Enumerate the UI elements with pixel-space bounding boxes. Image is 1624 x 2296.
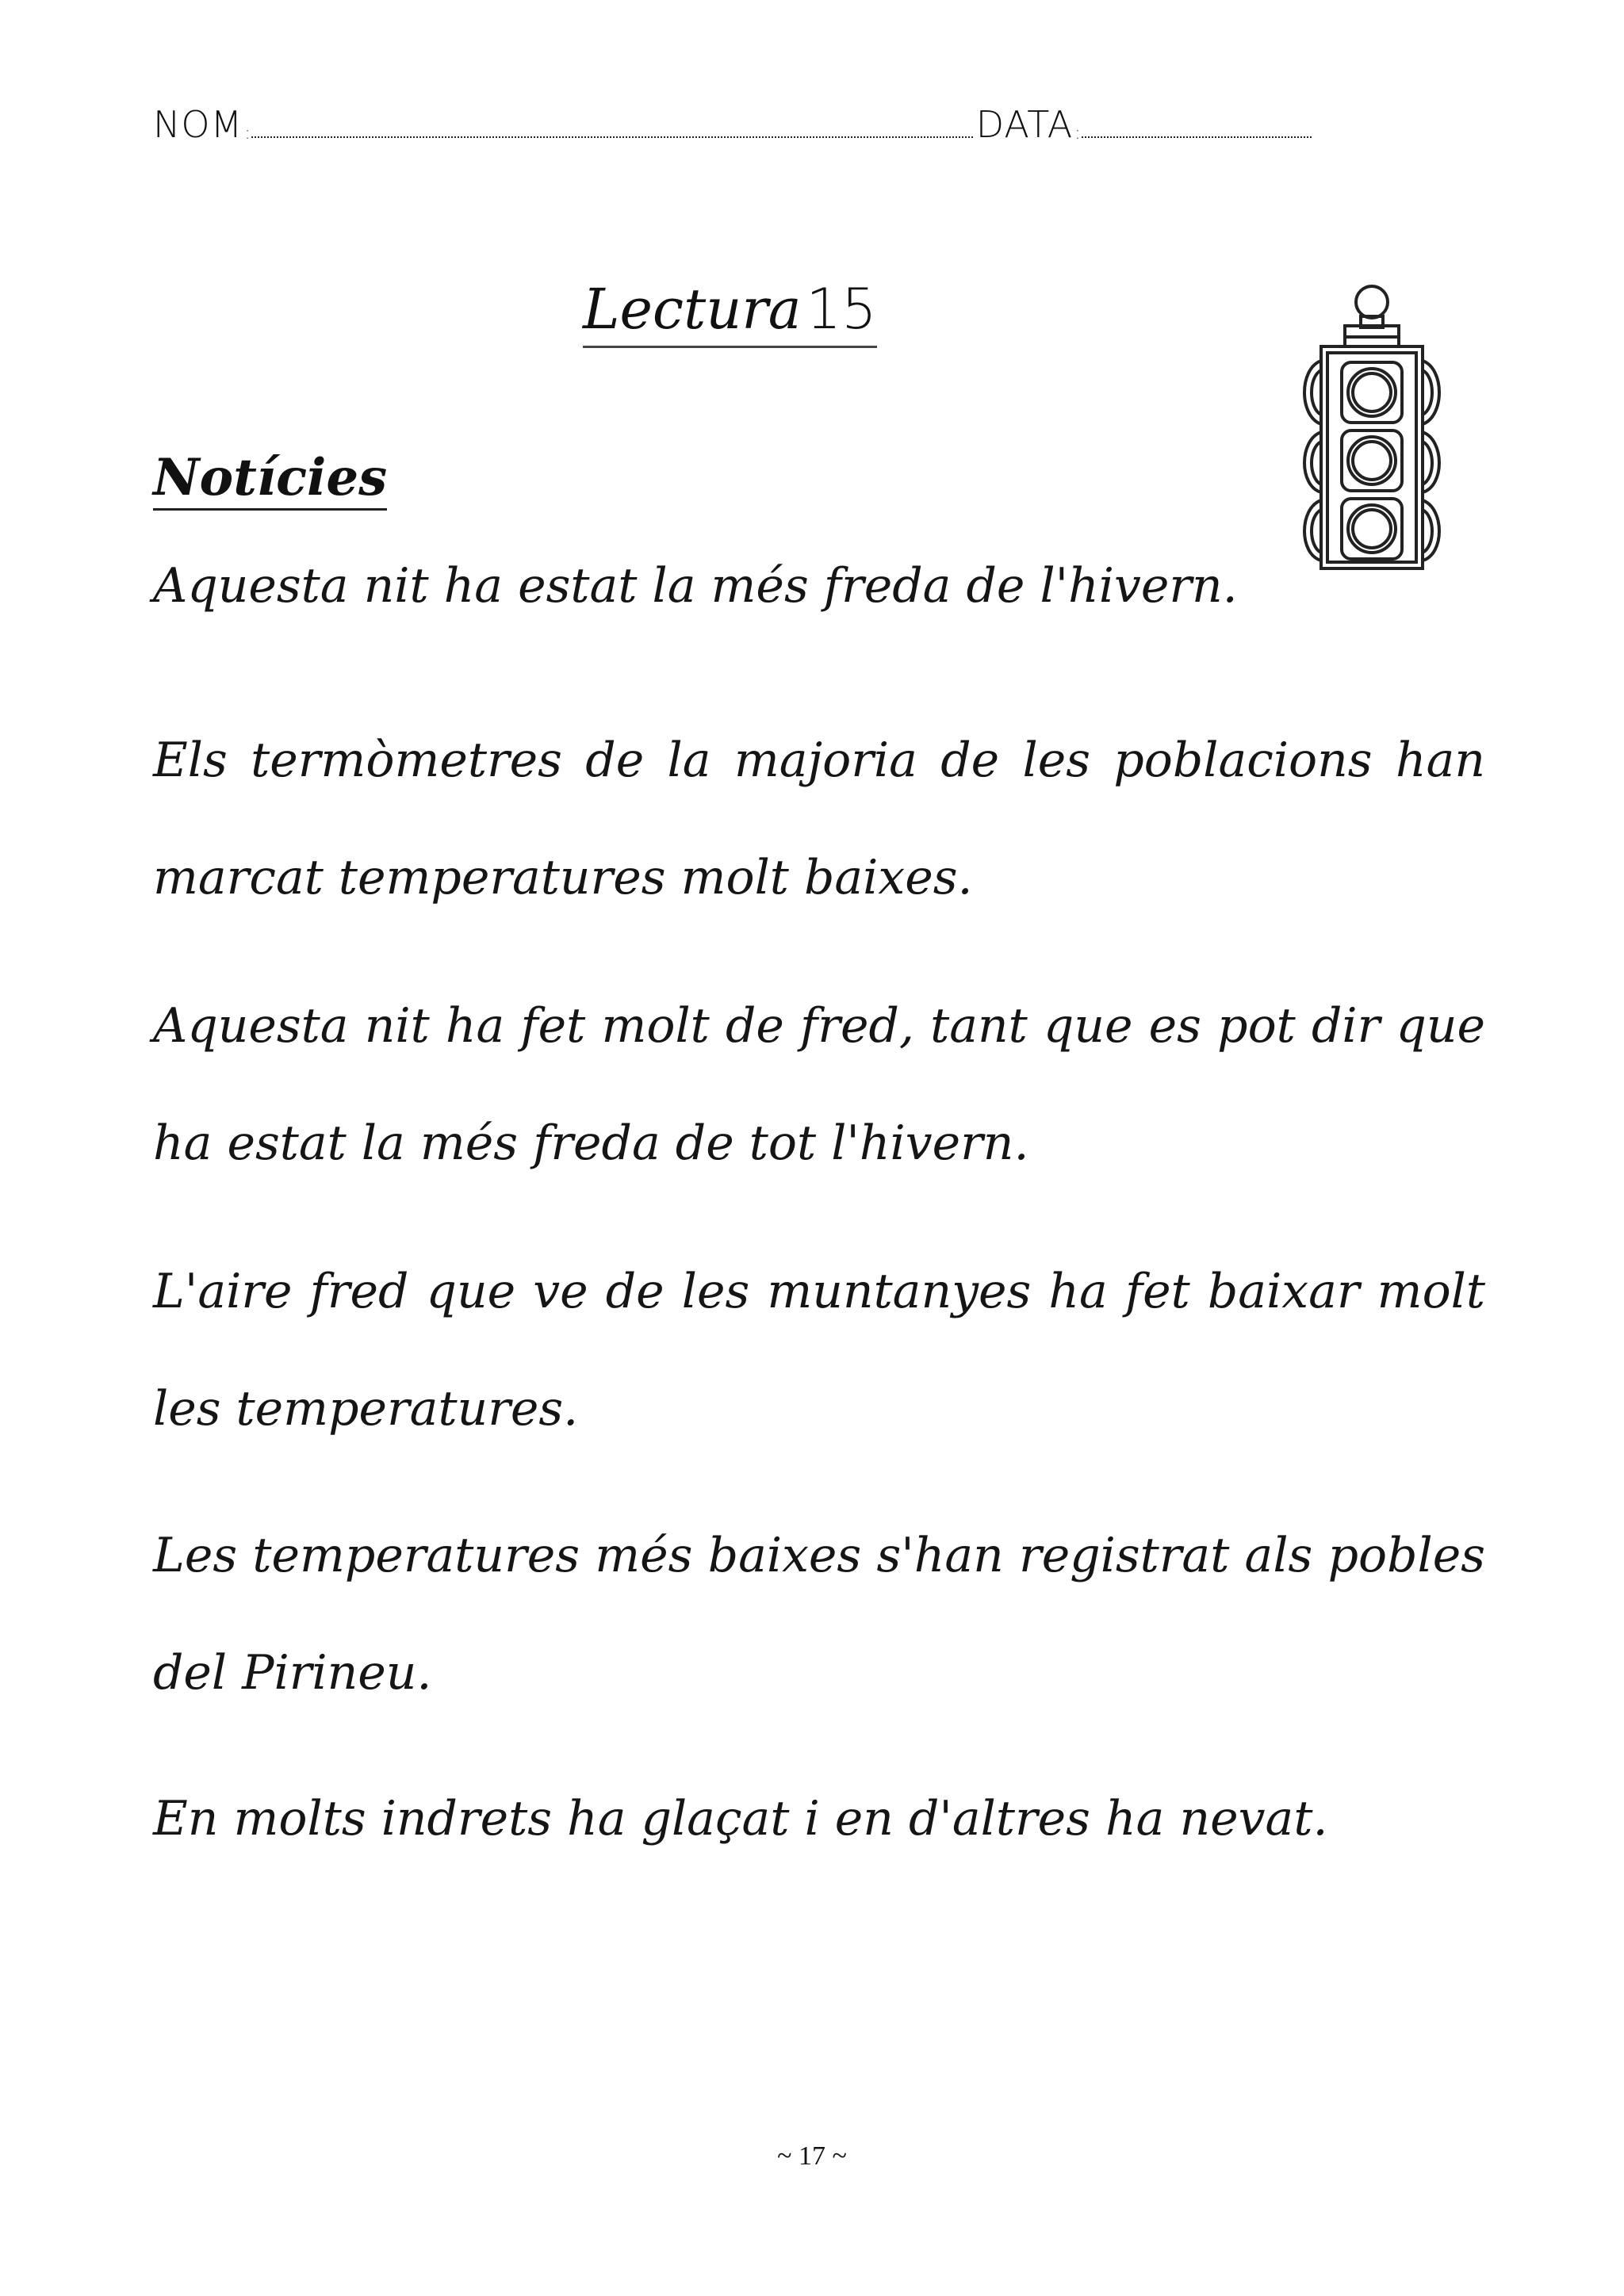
date-colon: : (1074, 124, 1082, 144)
paragraph-4: L'aire fred que ve de les muntanyes ha fet baixar molt les temperatures. (153, 1264, 1485, 1437)
paragraph-5: Les temperatures més baixes s'han registrat als pobles del Pirineu. (153, 1528, 1485, 1701)
header-fields (153, 95, 1327, 146)
title-number: 15 (806, 277, 877, 342)
page-title (583, 277, 877, 348)
paragraph-6: En molts indrets ha glaçat i en d'altres ha nevat. (153, 1791, 1328, 1846)
paragraph-3: Aquesta nit ha fet molt de fred, tant que es pot dir que ha estat la més freda de tot l'hivern. (153, 998, 1485, 1171)
page-number: ~ 17 ~ (777, 2141, 847, 2171)
name-dotted-line (251, 136, 973, 138)
section-subtitle: Notícies (153, 448, 387, 511)
name-label: NOM (153, 103, 243, 146)
paragraph-1: Aquesta nit ha estat la més freda de l'hivern. (153, 558, 1238, 614)
date-label: DATA (975, 103, 1074, 146)
date-dotted-line (1082, 136, 1312, 138)
title-word: Lectura (583, 277, 802, 342)
paragraph-2: Els termòmetres de la majoria de les poblacions han marcat temperatures molt baixes. (153, 733, 1485, 905)
name-colon: : (244, 124, 251, 144)
